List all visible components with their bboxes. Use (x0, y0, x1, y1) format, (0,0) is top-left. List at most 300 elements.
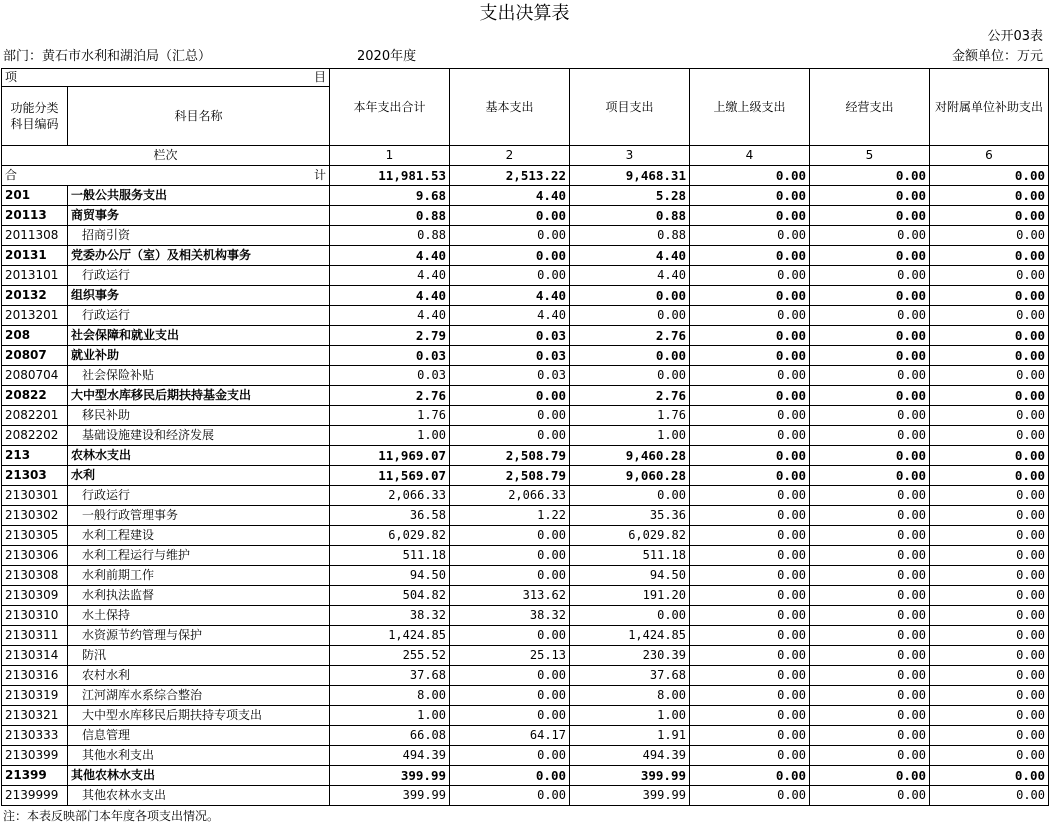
row-name: 农林水支出 (68, 446, 330, 466)
total-row (2, 166, 1049, 186)
total-left-label: 合 (5, 168, 18, 182)
row-value-4: 0.00 (690, 446, 810, 466)
row-name: 防汛 (68, 646, 330, 666)
row-name: 其他水利支出 (68, 746, 330, 766)
row-code: 2130311 (2, 626, 68, 646)
row-value-4: 0.00 (690, 646, 810, 666)
row-value-1: 511.18 (330, 546, 450, 566)
total-label-cell (2, 166, 330, 186)
table-row (2, 606, 1049, 626)
row-value-3: 37.68 (570, 666, 690, 686)
fiscal-year: 2020年度 (357, 49, 417, 64)
row-code: 2130308 (2, 566, 68, 586)
row-value-1: 36.58 (330, 506, 450, 526)
table-row (2, 246, 1049, 266)
row-value-4: 0.00 (690, 706, 810, 726)
row-name: 就业补助 (68, 346, 330, 366)
row-value-2: 0.00 (450, 426, 570, 446)
row-value-6: 0.00 (930, 566, 1049, 586)
row-value-2: 0.03 (450, 326, 570, 346)
expenditure-table (1, 68, 1049, 806)
row-name: 组织事务 (68, 286, 330, 306)
col-number-4: 4 (690, 146, 810, 166)
row-value-1: 504.82 (330, 586, 450, 606)
row-value-2: 2,508.79 (450, 446, 570, 466)
row-value-6: 0.00 (930, 786, 1049, 806)
row-value-1: 6,029.82 (330, 526, 450, 546)
row-value-2: 64.17 (450, 726, 570, 746)
row-code: 2082201 (2, 406, 68, 426)
table-row (2, 666, 1049, 686)
row-value-5: 0.00 (810, 586, 930, 606)
row-value-3: 0.00 (570, 486, 690, 506)
total-value-6: 0.00 (930, 166, 1049, 186)
row-code: 2130333 (2, 726, 68, 746)
row-value-1: 1,424.85 (330, 626, 450, 646)
row-code: 201 (2, 186, 68, 206)
row-value-3: 0.00 (570, 366, 690, 386)
department-label: 部门：黄石市水利和湖泊局（汇总） (3, 49, 212, 64)
row-value-6: 0.00 (930, 226, 1049, 246)
row-value-1: 1.00 (330, 706, 450, 726)
table-row (2, 586, 1049, 606)
row-value-5: 0.00 (810, 746, 930, 766)
row-value-4: 0.00 (690, 506, 810, 526)
row-code: 2130302 (2, 506, 68, 526)
row-value-2: 0.00 (450, 406, 570, 426)
row-value-1: 8.00 (330, 686, 450, 706)
row-value-4: 0.00 (690, 766, 810, 786)
header-row (2, 69, 1049, 87)
row-value-3: 6,029.82 (570, 526, 690, 546)
row-value-5: 0.00 (810, 346, 930, 366)
table-row (2, 746, 1049, 766)
row-code: 20131 (2, 246, 68, 266)
row-name: 一般行政管理事务 (68, 506, 330, 526)
col-header-1: 本年支出合计 (330, 69, 450, 146)
row-code: 2130310 (2, 606, 68, 626)
row-value-4: 0.00 (690, 346, 810, 366)
row-value-3: 0.00 (570, 286, 690, 306)
row-value-3: 4.40 (570, 266, 690, 286)
row-code: 21303 (2, 466, 68, 486)
row-name: 社会保险补贴 (68, 366, 330, 386)
table-row (2, 446, 1049, 466)
row-value-6: 0.00 (930, 686, 1049, 706)
row-name: 水利工程运行与维护 (68, 546, 330, 566)
row-value-1: 2,066.33 (330, 486, 450, 506)
row-value-1: 1.00 (330, 426, 450, 446)
table-row (2, 626, 1049, 646)
row-code: 2130399 (2, 746, 68, 766)
row-value-5: 0.00 (810, 626, 930, 646)
row-value-4: 0.00 (690, 686, 810, 706)
row-code: 2130309 (2, 586, 68, 606)
row-value-5: 0.00 (810, 306, 930, 326)
row-value-5: 0.00 (810, 606, 930, 626)
row-value-1: 0.03 (330, 366, 450, 386)
col-header-3: 项目支出 (570, 69, 690, 146)
row-value-4: 0.00 (690, 626, 810, 646)
row-code: 2013201 (2, 306, 68, 326)
row-value-5: 0.00 (810, 766, 930, 786)
row-value-6: 0.00 (930, 526, 1049, 546)
row-name: 商贸事务 (68, 206, 330, 226)
row-value-3: 0.88 (570, 226, 690, 246)
row-value-6: 0.00 (930, 746, 1049, 766)
row-value-1: 38.32 (330, 606, 450, 626)
row-name: 基础设施建设和经济发展 (68, 426, 330, 446)
table-row (2, 526, 1049, 546)
row-value-1: 399.99 (330, 786, 450, 806)
table-row (2, 386, 1049, 406)
row-value-3: 9,460.28 (570, 446, 690, 466)
row-code: 208 (2, 326, 68, 346)
row-value-1: 4.40 (330, 246, 450, 266)
item-left-label: 项 (5, 70, 18, 84)
table-row (2, 426, 1049, 446)
row-value-3: 2.76 (570, 386, 690, 406)
item-right-label: 目 (313, 70, 326, 84)
row-value-6: 0.00 (930, 346, 1049, 366)
row-name: 水利执法监督 (68, 586, 330, 606)
row-value-6: 0.00 (930, 506, 1049, 526)
table-row (2, 546, 1049, 566)
row-value-3: 0.00 (570, 346, 690, 366)
row-code: 2130314 (2, 646, 68, 666)
row-value-4: 0.00 (690, 266, 810, 286)
row-code: 2130305 (2, 526, 68, 546)
row-value-4: 0.00 (690, 566, 810, 586)
row-value-2: 0.00 (450, 686, 570, 706)
row-value-4: 0.00 (690, 306, 810, 326)
row-value-2: 0.00 (450, 206, 570, 226)
row-value-5: 0.00 (810, 406, 930, 426)
row-value-2: 0.00 (450, 666, 570, 686)
table-row (2, 226, 1049, 246)
row-name: 一般公共服务支出 (68, 186, 330, 206)
row-value-4: 0.00 (690, 786, 810, 806)
row-value-3: 0.00 (570, 306, 690, 326)
row-value-5: 0.00 (810, 446, 930, 466)
row-value-4: 0.00 (690, 206, 810, 226)
row-label-cell: 栏次 (2, 146, 330, 166)
row-value-4: 0.00 (690, 366, 810, 386)
row-value-6: 0.00 (930, 546, 1049, 566)
row-code: 20807 (2, 346, 68, 366)
row-code: 2130301 (2, 486, 68, 506)
row-code: 213 (2, 446, 68, 466)
row-value-3: 94.50 (570, 566, 690, 586)
row-value-6: 0.00 (930, 466, 1049, 486)
col-number-3: 3 (570, 146, 690, 166)
row-value-1: 11,969.07 (330, 446, 450, 466)
row-value-2: 1.22 (450, 506, 570, 526)
row-value-6: 0.00 (930, 326, 1049, 346)
row-value-1: 4.40 (330, 286, 450, 306)
row-name: 农村水利 (68, 666, 330, 686)
row-value-1: 11,569.07 (330, 466, 450, 486)
row-value-2: 4.40 (450, 306, 570, 326)
row-value-4: 0.00 (690, 246, 810, 266)
row-value-6: 0.00 (930, 406, 1049, 426)
row-value-2: 0.00 (450, 786, 570, 806)
row-value-4: 0.00 (690, 546, 810, 566)
col-number-6: 6 (930, 146, 1049, 166)
row-value-5: 0.00 (810, 566, 930, 586)
row-value-6: 0.00 (930, 426, 1049, 446)
col-header-2: 基本支出 (450, 69, 570, 146)
row-name: 江河湖库水系综合整治 (68, 686, 330, 706)
row-value-3: 2.76 (570, 326, 690, 346)
table-code: 公开03表 (987, 29, 1043, 44)
row-value-6: 0.00 (930, 766, 1049, 786)
row-value-6: 0.00 (930, 646, 1049, 666)
row-value-6: 0.00 (930, 206, 1049, 226)
row-value-3: 1.00 (570, 426, 690, 446)
row-value-2: 0.00 (450, 766, 570, 786)
row-value-6: 0.00 (930, 586, 1049, 606)
row-value-1: 1.76 (330, 406, 450, 426)
row-code: 2082202 (2, 426, 68, 446)
row-value-6: 0.00 (930, 186, 1049, 206)
row-value-1: 0.88 (330, 206, 450, 226)
row-value-6: 0.00 (930, 286, 1049, 306)
col-number-5: 5 (810, 146, 930, 166)
row-value-5: 0.00 (810, 646, 930, 666)
row-value-6: 0.00 (930, 246, 1049, 266)
row-value-3: 494.39 (570, 746, 690, 766)
row-value-2: 2,508.79 (450, 466, 570, 486)
row-value-3: 4.40 (570, 246, 690, 266)
row-value-4: 0.00 (690, 666, 810, 686)
row-value-2: 0.00 (450, 746, 570, 766)
row-value-5: 0.00 (810, 546, 930, 566)
row-value-6: 0.00 (930, 606, 1049, 626)
row-value-6: 0.00 (930, 726, 1049, 746)
row-value-3: 1.00 (570, 706, 690, 726)
table-row (2, 706, 1049, 726)
col-header-5: 经营支出 (810, 69, 930, 146)
table-row (2, 466, 1049, 486)
amount-unit: 金额单位：万元 (951, 49, 1043, 64)
col-header-6: 对附属单位补助支出 (930, 69, 1049, 146)
row-name: 水利 (68, 466, 330, 486)
row-value-3: 191.20 (570, 586, 690, 606)
row-value-4: 0.00 (690, 606, 810, 626)
row-value-6: 0.00 (930, 486, 1049, 506)
row-name: 大中型水库移民后期扶持专项支出 (68, 706, 330, 726)
row-code: 2130321 (2, 706, 68, 726)
row-value-1: 4.40 (330, 266, 450, 286)
row-value-2: 0.03 (450, 366, 570, 386)
row-value-5: 0.00 (810, 326, 930, 346)
row-value-1: 494.39 (330, 746, 450, 766)
row-value-5: 0.00 (810, 386, 930, 406)
total-value-1: 11,981.53 (330, 166, 450, 186)
row-value-3: 8.00 (570, 686, 690, 706)
row-value-4: 0.00 (690, 426, 810, 446)
row-value-4: 0.00 (690, 526, 810, 546)
item-header-cell (2, 69, 330, 87)
row-name: 移民补助 (68, 406, 330, 426)
row-code: 2130316 (2, 666, 68, 686)
row-value-5: 0.00 (810, 506, 930, 526)
row-name: 行政运行 (68, 486, 330, 506)
row-name: 信息管理 (68, 726, 330, 746)
row-value-6: 0.00 (930, 666, 1049, 686)
total-value-2: 2,513.22 (450, 166, 570, 186)
row-value-5: 0.00 (810, 426, 930, 446)
column-number-row (2, 146, 1049, 166)
col-number-2: 2 (450, 146, 570, 166)
table-row (2, 766, 1049, 786)
row-code: 20113 (2, 206, 68, 226)
row-value-3: 1,424.85 (570, 626, 690, 646)
table-row (2, 206, 1049, 226)
row-value-3: 1.76 (570, 406, 690, 426)
row-value-3: 399.99 (570, 766, 690, 786)
row-value-2: 0.00 (450, 246, 570, 266)
total-value-3: 9,468.31 (570, 166, 690, 186)
row-value-6: 0.00 (930, 626, 1049, 646)
row-value-2: 4.40 (450, 186, 570, 206)
row-value-2: 0.00 (450, 546, 570, 566)
row-value-5: 0.00 (810, 466, 930, 486)
row-value-2: 2,066.33 (450, 486, 570, 506)
table-row (2, 326, 1049, 346)
row-value-3: 35.36 (570, 506, 690, 526)
row-value-5: 0.00 (810, 366, 930, 386)
row-value-4: 0.00 (690, 226, 810, 246)
row-name: 行政运行 (68, 266, 330, 286)
row-code: 20132 (2, 286, 68, 306)
row-value-1: 4.40 (330, 306, 450, 326)
total-right-label: 计 (313, 168, 326, 182)
row-value-1: 2.76 (330, 386, 450, 406)
row-value-1: 0.88 (330, 226, 450, 246)
row-value-1: 0.03 (330, 346, 450, 366)
row-value-3: 230.39 (570, 646, 690, 666)
row-value-6: 0.00 (930, 266, 1049, 286)
row-value-5: 0.00 (810, 226, 930, 246)
table-row (2, 506, 1049, 526)
row-code: 2130306 (2, 546, 68, 566)
row-code: 2130319 (2, 686, 68, 706)
row-value-3: 1.91 (570, 726, 690, 746)
row-value-2: 0.03 (450, 346, 570, 366)
row-value-6: 0.00 (930, 306, 1049, 326)
row-name: 水资源节约管理与保护 (68, 626, 330, 646)
table-row (2, 346, 1049, 366)
row-code: 2011308 (2, 226, 68, 246)
row-value-6: 0.00 (930, 446, 1049, 466)
table-row (2, 286, 1049, 306)
row-code: 20822 (2, 386, 68, 406)
row-code: 2080704 (2, 366, 68, 386)
table-row (2, 306, 1049, 326)
row-name: 水利前期工作 (68, 566, 330, 586)
row-name: 党委办公厅（室）及相关机构事务 (68, 246, 330, 266)
row-name: 社会保障和就业支出 (68, 326, 330, 346)
row-value-1: 399.99 (330, 766, 450, 786)
table-row (2, 406, 1049, 426)
row-value-6: 0.00 (930, 366, 1049, 386)
row-value-2: 0.00 (450, 266, 570, 286)
row-value-5: 0.00 (810, 786, 930, 806)
table-row (2, 486, 1049, 506)
row-name: 水利工程建设 (68, 526, 330, 546)
row-value-3: 0.00 (570, 606, 690, 626)
row-value-2: 0.00 (450, 566, 570, 586)
row-value-4: 0.00 (690, 586, 810, 606)
row-code: 21399 (2, 766, 68, 786)
table-note: 注：本表反映部门本年度各项支出情况。 (3, 809, 220, 823)
row-value-1: 9.68 (330, 186, 450, 206)
row-value-5: 0.00 (810, 266, 930, 286)
total-value-4: 0.00 (690, 166, 810, 186)
row-value-5: 0.00 (810, 686, 930, 706)
row-code: 2013101 (2, 266, 68, 286)
row-value-1: 2.79 (330, 326, 450, 346)
name-col-header: 科目名称 (68, 87, 330, 146)
row-value-3: 511.18 (570, 546, 690, 566)
row-value-5: 0.00 (810, 186, 930, 206)
row-value-2: 0.00 (450, 386, 570, 406)
table-row (2, 646, 1049, 666)
code-col-header: 功能分类科目编码 (2, 87, 68, 146)
col-header-4: 上缴上级支出 (690, 69, 810, 146)
row-name: 其他农林水支出 (68, 766, 330, 786)
table-row (2, 186, 1049, 206)
row-value-5: 0.00 (810, 486, 930, 506)
col-number-1: 1 (330, 146, 450, 166)
table-row (2, 566, 1049, 586)
table-row (2, 266, 1049, 286)
row-value-2: 0.00 (450, 706, 570, 726)
row-value-4: 0.00 (690, 386, 810, 406)
row-value-2: 0.00 (450, 226, 570, 246)
row-value-1: 94.50 (330, 566, 450, 586)
row-value-5: 0.00 (810, 706, 930, 726)
row-value-4: 0.00 (690, 406, 810, 426)
row-value-5: 0.00 (810, 246, 930, 266)
row-code: 2139999 (2, 786, 68, 806)
row-value-4: 0.00 (690, 726, 810, 746)
table-row (2, 686, 1049, 706)
row-value-2: 0.00 (450, 526, 570, 546)
row-name: 行政运行 (68, 306, 330, 326)
row-value-3: 5.28 (570, 186, 690, 206)
row-value-5: 0.00 (810, 666, 930, 686)
row-value-2: 4.40 (450, 286, 570, 306)
row-value-4: 0.00 (690, 746, 810, 766)
table-row (2, 726, 1049, 746)
row-value-5: 0.00 (810, 286, 930, 306)
row-name: 大中型水库移民后期扶持基金支出 (68, 386, 330, 406)
report-title: 支出决算表 (479, 3, 570, 24)
table-row (2, 366, 1049, 386)
row-value-4: 0.00 (690, 466, 810, 486)
row-value-2: 25.13 (450, 646, 570, 666)
row-value-5: 0.00 (810, 726, 930, 746)
row-value-6: 0.00 (930, 706, 1049, 726)
row-value-1: 66.08 (330, 726, 450, 746)
row-name: 水土保持 (68, 606, 330, 626)
row-value-5: 0.00 (810, 526, 930, 546)
row-value-4: 0.00 (690, 286, 810, 306)
row-value-4: 0.00 (690, 486, 810, 506)
